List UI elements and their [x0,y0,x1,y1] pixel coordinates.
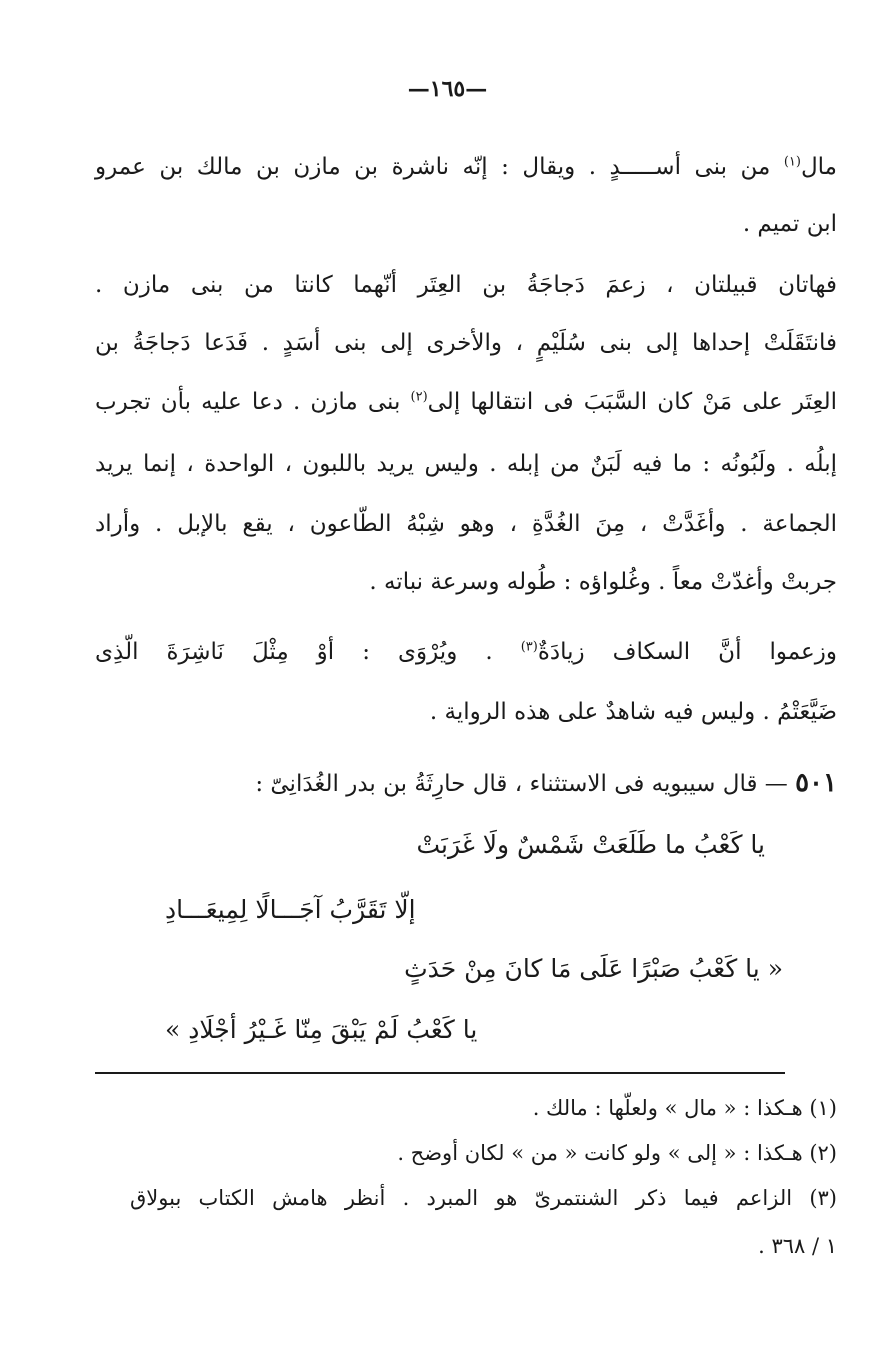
body-text: وزعموا أنَّ السكاف زيادَةٌ [537,639,837,665]
entry-number: ٥٠١ [795,768,837,798]
footnote-ref: (٢) [410,389,428,405]
body-text: فهاتان قبيلتان ، زعمَ دَجاجَةُ بن العِتَر أنّهما كانتا من بنى مازن . [95,272,837,298]
footnote-3: (٣) الزاعم فيما ذكر الشنتمرىّ هو المبرد . أنظر هامش الكتاب ببولاق [130,1186,837,1210]
body-text: إبلُه . ولَبُونُه : ما فيه لَبَنٌ من إبله . وليس يريد باللبون ، الواحدة ، إنما يريد [95,451,837,477]
body-text: . ويُرْوَى : أوْ مِثْلَ نَاشِرَةَ الّذِى [95,639,521,665]
body-text: مال [800,154,837,180]
body-line-1 [95,152,837,182]
body-text: بنى مازن . دعا عليه بأن تجرب [95,389,411,415]
body-text: فانتَقَلَتْ إحداها إلى بنى سُلَيْمٍ ، والأخرى إلى بنى أسَدٍ . فَدَعا دَجاجَةُ بن [95,330,837,356]
footnote-ref: (١) [783,154,801,170]
body-line-2 [95,209,837,239]
footnote-separator [95,1072,785,1074]
footnote-2: (٢) هـكذا : « إلى » ولو كانت « من » لكان أوضح . [397,1141,837,1165]
page-number: —١٦٥— [407,76,488,102]
verse-3: « يا كَعْبُ صَبْرًا عَلَى مَا كانَ مِنْ حَدَثٍ [404,954,783,983]
body-text: جربتْ وأغدّتْ معاً . وغُلواؤه : طُوله وسرعة نباته . [369,569,837,595]
body-text: ضَيَّعَتْمُ . وليس فيه شاهدٌ على هذه الرواية . [429,699,837,725]
body-line-8 [95,567,837,597]
verse-4: يا كَعْبُ لَمْ يَبْقَ مِنّا غَـيْرُ أجْلَادِ » [165,1015,478,1044]
body-line-4 [95,328,837,358]
body-line-9 [95,637,837,667]
body-text: ابن تميم . [742,211,837,237]
body-line-7 [95,509,837,539]
footnote-3-continued: ١ / ٣٦٨ . [758,1234,837,1258]
entry-heading [95,768,837,799]
entry-text: — قال سيبويه فى الاستثناء ، قال حارِثَةُ بن بدر الغُدَانِىّ : [255,771,796,797]
verse-1: يا كَعْبُ ما طَلَعَتْ شَمْسٌ ولَا غَرَبَتْ [416,830,765,859]
footnote-1: (١) هـكذا : « مال » ولعلّها : مالك . [532,1096,837,1120]
footnote-ref: (٣) [520,639,538,655]
body-text: الجماعة . وأغَدَّتْ ، مِنَ الغُدَّةِ ، وهو شِبْهُ الطّاعون ، يقع بالإبل . وأراد [95,511,837,537]
body-line-10 [95,697,837,727]
body-line-5 [95,387,837,417]
body-text: من بنى أســـــدٍ . ويقال : إنّه ناشرة بن مازن بن مالك بن عمرو [95,154,784,180]
body-line-6 [95,449,837,479]
body-line-3 [95,270,837,300]
body-text: العِتَر على مَنْ كان السَّبَبَ فى انتقالها إلى [427,389,837,415]
verse-2: إلّا تَقَرَّبُ آجَـــالًا لِمِيعَـــادِ [165,895,416,924]
